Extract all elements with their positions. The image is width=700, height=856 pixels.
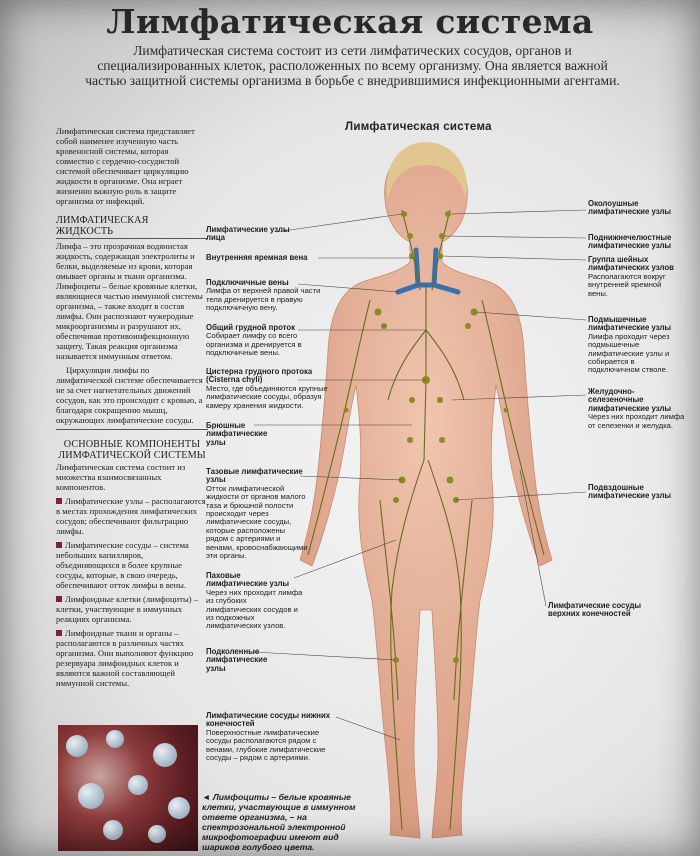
sidebar-heading-components: ОСНОВНЫЕ КОМПОНЕНТЫ ЛИМФАТИЧЕСКОЙ СИСТЕМЫ [58, 439, 206, 461]
sidebar-bullet: Лимфоидные ткани и органы – располагаются в различных частях организма. Они выполняют функцию резервуара лимфоидных клеток и являются важной составляющей иммунной системы. [56, 628, 194, 688]
page-title: Лимфатическая система [106, 2, 594, 41]
sidebar-bullet: Лимфатические сосуды – система небольших капилляров, объединяющихся в более крупные сосуды, которые, в свою очередь, обеспечивают отток лимфы в вены. [56, 540, 189, 590]
label-parotid-nodes: Околоушные лимфатические узлы [588, 199, 672, 217]
label-subclavian-veins: Подключичные вены Лимфа от верхней правой части тела дренируется в правую подключичную вену. [206, 278, 321, 313]
sidebar-paragraph: Лимфатическая система состоит из множества взаимосвязанных компонентов. [56, 462, 186, 492]
label-cervical-nodes: Группа шейных лимфатических узлов Располагаются вокруг внутренней яремной вены. [588, 255, 674, 298]
label-arm-vessels: Лимфатические сосуды верхних конечностей [548, 601, 642, 619]
label-popliteal-nodes: Подколенные лимфатические узлы [206, 647, 268, 673]
photo-caption: ◄ Лимфоциты – белые кровяные клетки, участвующие в иммунном ответе организма, – на спектрозональной электронной микрофотографии имеют вид шариков голубого цвета. [202, 792, 356, 852]
label-axillary-nodes: Подмышечные лимфатические узлы Лимфа проходит через подмышечные лимфатические узлы и собирается в подключичном стволе. [588, 315, 672, 375]
label-leg-vessels: Лимфатические сосуды нижних конечностей Поверхностные лимфатические сосуды располагаются рядом с венами, глубокие лимфатические сосуды – рядом с артериями. [206, 711, 331, 763]
label-face-nodes: Лимфатические узлы лица [206, 225, 290, 243]
sidebar-paragraph: Циркуляция лимфы по лимфатической системе обеспечивается не за счет нагнетательных движений сосудов, как это происходит с кровью, а благодаря сокращению мышц, окружающих лимфатические сосуды. [56, 365, 203, 425]
sidebar-bullet: Лимфатические узлы – располагаются в местах прохождения лимфатических сосудов; обеспечивают фильтрацию лимфы. [56, 496, 206, 536]
label-abdominal-nodes: Брюшные лимфатические узлы [206, 421, 268, 447]
label-iliac-nodes: Подвздошные лимфатические узлы [588, 483, 672, 501]
label-cisterna-chyli: Цистерна грудного протока (Cisterna chyli) Место, где объединяются крупные лимфатические сосуды, образуя камеру хранения жидкости. [206, 367, 328, 410]
sidebar-heading-lymph: ЛИМФАТИЧЕСКАЯ ЖИДКОСТЬ [56, 215, 149, 237]
sidebar-bullet: Лимфоидные клетки (лимфоциты) – клетки, участвующие в иммунных реакциях организма. [56, 594, 199, 624]
diagram-title: Лимфатическая система [345, 121, 492, 133]
intro-text: Лимфатическая система состоит из сети лимфатических сосудов, органов и специализированных клеток, расположенных по всему организму. Она является важной частью защитной системы организма в борьбе с внедрившимися инфекционными агентами. [85, 43, 620, 88]
label-gastrosplenic-nodes: Желудочно-селезеночные лимфатические узлы Через них проходит лимфа от селезенки и желудка. [588, 387, 685, 430]
label-inguinal-nodes: Паховые лимфатические узлы Через них проходит лимфа из глубоких лимфатических сосудов и из подкожных лимфатических узлов. [206, 571, 303, 631]
label-thoracic-duct: Общий грудной проток Собирает лимфу со всего организма и дренируется в подключичные вены. [206, 323, 302, 358]
sidebar-paragraph: Лимфа – это прозрачная водянистая жидкость, содержащая электролиты и белки, выделяемые из крови, которая омывает органы и ткани организма. Лимфоциты – белые кровяные клетки, являющиеся частью иммунной системы организма, – также входят в состав лимфы. Они распознают чужеродные микроорганизмы и разрушают их, обеспечивая противоинфекционную защиту. Такая реакция организма называется иммунным ответом. [56, 241, 203, 361]
label-submandibular-nodes: Поднижнечелюстные лимфатические узлы [588, 233, 672, 251]
label-pelvic-nodes: Тазовые лимфатические узлы Отток лимфатической жидкости от органов малого таза и брюшной полости происходит через лимфатические сосуды, которые расположены рядом с артериями и венами, кровоснабжающими эти органы. [206, 467, 308, 561]
human-figure [300, 148, 552, 838]
sidebar-intro: Лимфатическая система представляет собой наименее изученную часть кровеносной системы, которая совместно с сердечно-сосудистой системой обеспечивает циркуляцию жидкости в организме. Она играет жизненно важную роль в защите организма от инфекций. [56, 126, 195, 206]
label-jugular-vein: Внутренняя яремная вена [206, 253, 308, 262]
